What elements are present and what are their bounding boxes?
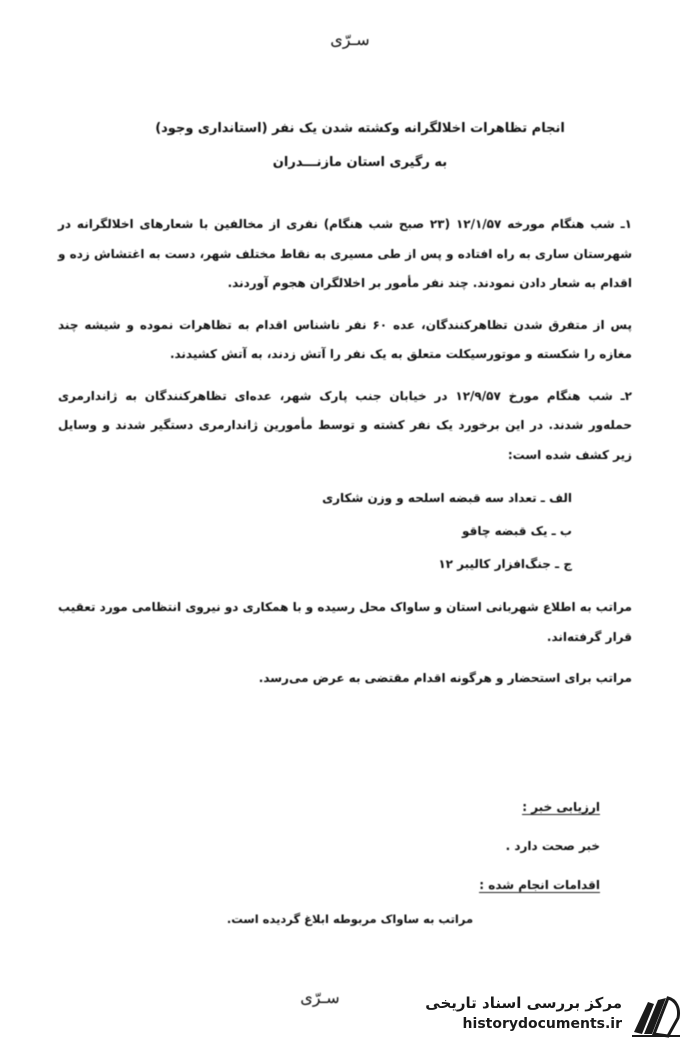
closing-line: مراتب برای استحضار و هرگونه اقدام مقتضی به عرض می‌رسد. xyxy=(258,671,632,685)
document-title xyxy=(100,112,620,180)
paragraph-1: ۱ـ شب هنگام مورخه ۱۲/۱/۵۷ (۲۳ صبح شب هنگام) نفری از مخالفین با شعارهای اخلالگرانه در شهرستان ساری به راه افتاده و پس از طی مسیری به نقاط مختلف شهر، دست به اغتشاش زده و اقدام به شعار دادن نمودند. چند نفر مأمور بر اخلالگران هجوم آوردند. xyxy=(58,217,632,290)
list-item: ج ـ جنگ‌افزار کالیبر ۱۲ xyxy=(438,557,572,571)
paragraph-3: ۲ـ شب هنگام مورخ ۱۲/۹/۵۷ در خیابان جنب پارک شهر، عده‌ای تظاهرکنندگان به ژاندارمری حمله‌ور شدند. در این برخورد یک نفر کشته و توسط مأمورین ژاندارمری دستگیر شدند و وسایل زیر کشف شده است: xyxy=(58,388,632,462)
classification-top: سـرّی xyxy=(330,30,370,49)
list-item: ب ـ یک قبضه چاقو xyxy=(461,524,572,538)
watermark-url: historydocuments.ir xyxy=(462,1016,622,1032)
title-line-2: به رگیری استان مازنـــدران xyxy=(272,155,448,170)
paragraph-4: مراتب به اطلاع شهربانی استان و ساواک محل رسیده و با همکاری دو نیروی انتظامی مورد تعقیب قرار گرفته‌اند. xyxy=(57,600,632,644)
assessment-label xyxy=(160,788,600,827)
assessment-label-text: ارزیابی خبر : xyxy=(522,800,600,814)
list-item: الف ـ تعداد سه قبضه اسلحه و وزن شکاری xyxy=(322,491,572,505)
actions-label xyxy=(160,866,600,905)
assessment-block xyxy=(160,788,600,905)
classification-bottom: سـرّی xyxy=(300,988,340,1007)
document-center-logo-icon xyxy=(628,992,684,1040)
seized-items-list xyxy=(58,482,632,581)
paragraph-2: پس از متفرق شدن تظاهرکنندگان، عده ۶۰ نفر ناشناس اقدام به تظاهرات نموده و شیشه چند مغازه را شکسته و موتورسیکلت متعلق به یک نفر را آتش زدند، به آتش کشیدند. xyxy=(58,317,632,361)
watermark xyxy=(416,992,688,1042)
watermark-title: مرکز بررسی اسناد تاریخی xyxy=(425,994,622,1012)
footer-note: مراتب به ساواک مربوطه ابلاغ گردیده است. xyxy=(226,912,474,926)
actions-label-text: اقدامات انجام شده : xyxy=(479,878,600,892)
document-body xyxy=(58,198,632,694)
assessment-value: خبر صحت دارد . xyxy=(505,839,600,853)
title-line-1: انجام تظاهرات اخلالگرانه وکشته شدن یک نفر (استانداری وجود) xyxy=(155,121,565,136)
